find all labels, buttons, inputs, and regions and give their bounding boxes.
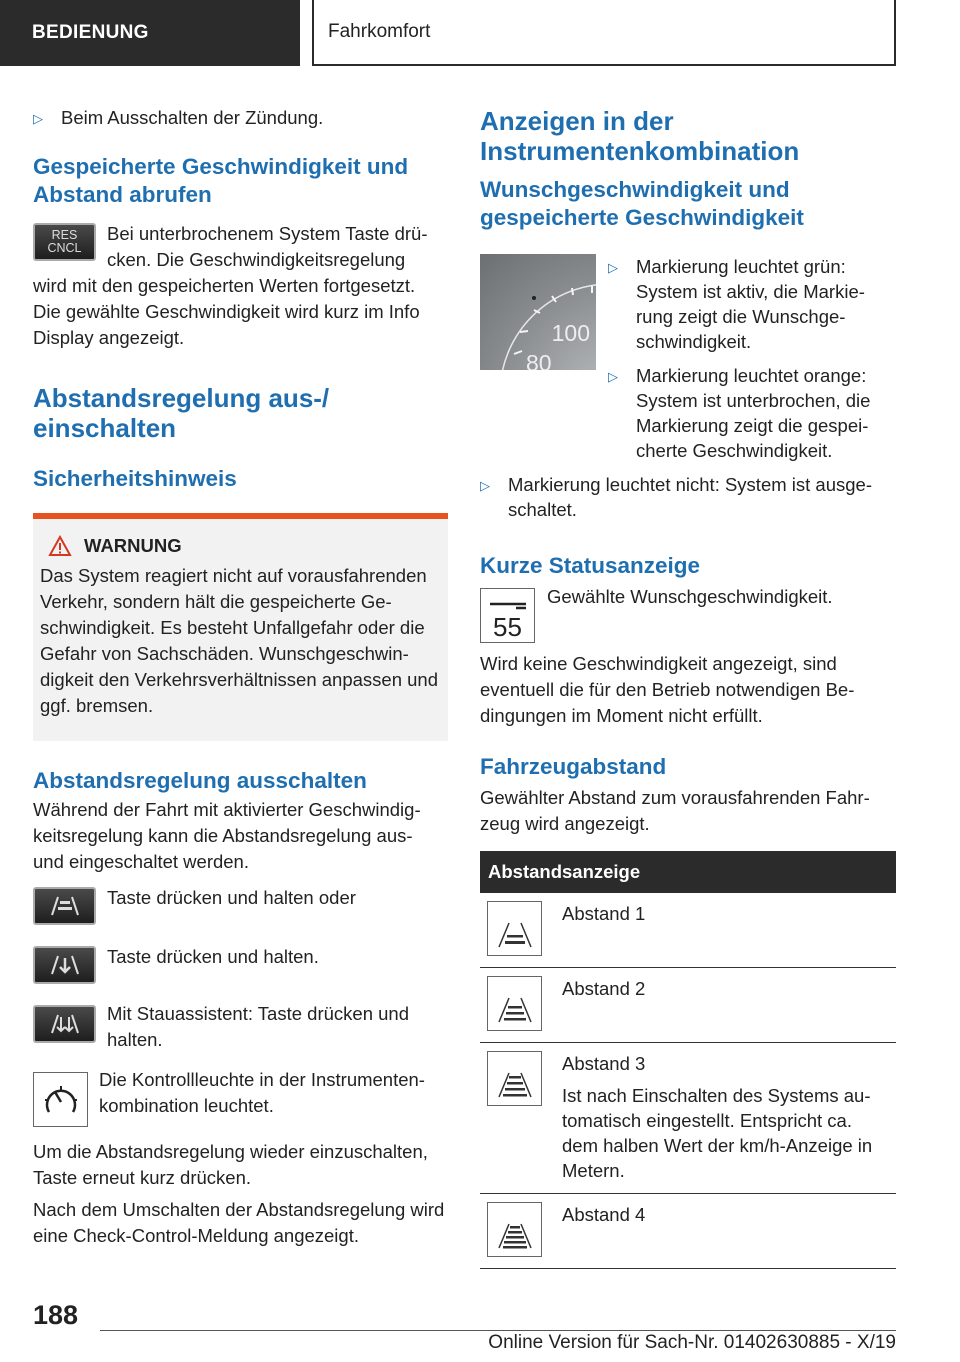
distance-1-icon <box>487 901 542 956</box>
key3-text: Mit Stauassistent: Taste drücken und halten. <box>107 1003 409 1050</box>
right-column <box>480 98 896 1269</box>
cruise-control-lamp-icon <box>33 1072 88 1127</box>
key1-row <box>33 887 448 925</box>
gauge-row <box>480 254 896 463</box>
status-note: Wird keine Geschwindigkeit angezeigt, sind eventuell die für den Betrieb notwendigen Be-dingungen im Moment nicht erfüllt. <box>480 653 855 726</box>
bullet-text: Beim Ausschalten der Zündung. <box>61 107 324 128</box>
warning-text: Das System reagiert nicht auf vorausfahrenden Verkehr, sondern hält die gespeicherte Ge-schwindigkeit. Es besteht Unfallgefahr oder die Gefahr von Sachschäden. Wunschgeschwin-digkeit den Verkehrsverhältnissen anpassen und ggf. bremsen. <box>40 565 439 716</box>
distance-table <box>480 851 896 1269</box>
heading-distance: Fahrzeugabstand <box>480 754 667 779</box>
bullet-triangle-icon: ▷ <box>608 260 618 275</box>
status-text: Gewählte Wunschgeschwindigkeit. <box>547 586 833 607</box>
left-column <box>33 98 448 1249</box>
warning-title <box>48 535 440 557</box>
distance-text: Gewählter Abstand zum vorausfahrenden Fahr-zeug wird angezeigt. <box>480 787 870 834</box>
speedometer-image <box>480 254 596 370</box>
distance-label: Abstand 1 <box>562 903 646 924</box>
status-row <box>480 584 896 643</box>
bullet-triangle-icon: ▷ <box>480 478 490 493</box>
distance-label: Abstand 4 <box>562 1204 646 1225</box>
distance-3-icon <box>487 1051 542 1106</box>
list-item <box>608 254 896 354</box>
table-row <box>480 968 896 1043</box>
key3-row <box>33 1001 448 1053</box>
table-row <box>480 1194 896 1269</box>
heading-off: Abstandsregelung ausschalten <box>33 768 367 793</box>
recall-row <box>33 221 448 273</box>
warning-title-text: WARNUNG <box>84 535 182 556</box>
key2-row <box>33 946 448 984</box>
header-section: BEDIENUNG <box>0 0 300 66</box>
footer-divider <box>100 1330 896 1331</box>
bullet-triangle-icon: ▷ <box>608 369 618 384</box>
footer-online-version: Online Version für Sach-Nr. 01402630885 - X/19 <box>488 1332 896 1353</box>
warning-triangle-icon <box>48 535 72 557</box>
list-item <box>608 363 896 463</box>
bullet-triangle-icon: ▷ <box>33 111 43 126</box>
off-text: Während der Fahrt mit aktivierter Geschwindig-keitsregelung kann die Abstandsregelung aus- und eingeschaltet werden. <box>33 799 421 872</box>
bullet-text: Markierung leuchtet grün: System ist aktiv, die Markie-rung zeigt die Wunschge-schwindigkeit. <box>636 256 865 352</box>
header-chapter: Fahrkomfort <box>312 0 896 66</box>
bullet-text: Markierung leuchtet orange: System ist unterbrochen, die Markierung zeigt die gespei-cherte Geschwindigkeit. <box>636 365 871 461</box>
heading-toggle: Abstandsregelung aus-/ einschalten <box>33 383 330 443</box>
gauge-label-80: 80 <box>526 350 552 370</box>
recall-text-1: Bei unterbrochenem System Taste drü- <box>107 223 428 244</box>
res-cncl-button-icon <box>33 223 96 261</box>
key1-text: Taste drücken und halten oder <box>107 887 356 908</box>
distance-label: Abstand 2 <box>562 978 646 999</box>
page-number: 188 <box>33 1300 79 1330</box>
recall-text-3: wird mit den gespeicherten Werten fortgesetzt. Die gewählte Geschwindigkeit wird kurz im Info Display angezeigt. <box>33 275 420 348</box>
heading-status: Kurze Statusanzeige <box>480 553 701 578</box>
lamp-row <box>33 1067 448 1127</box>
distance-4-icon <box>487 1202 542 1257</box>
cncl-label: CNCL <box>47 241 82 255</box>
cc-text: Nach dem Umschalten der Abstandsregelung wird eine Check-Control-Meldung angezeigt. <box>33 1199 445 1246</box>
heading-speed: Wunschgeschwindigkeit und gespeicherte Geschwindigkeit <box>480 177 804 230</box>
speed-status-icon <box>480 588 535 643</box>
distance-label: Abstand 3 <box>562 1053 646 1074</box>
heading-display: Anzeigen in der Instrumentenkombination <box>480 106 800 166</box>
distance-button-icon <box>33 946 96 984</box>
table-header: Abstandsanzeige <box>480 851 896 893</box>
key2-text: Taste drücken und halten. <box>107 946 319 967</box>
lamp-text: Die Kontrollleuchte in der Instrumenten-kombination leuchtet. <box>99 1069 425 1116</box>
list-item <box>480 472 896 522</box>
gauge-label-100: 100 <box>551 320 590 346</box>
heading-recall: Gespeicherte Geschwindigkeit und Abstand abrufen <box>33 154 409 207</box>
list-item <box>33 105 448 131</box>
bullet-text: Markierung leuchtet nicht: System ist ausge-schaltet. <box>508 474 872 520</box>
warning-box <box>33 513 448 741</box>
table-row <box>480 1043 896 1194</box>
heading-safety: Sicherheitshinweis <box>33 466 237 491</box>
status-value: 55 <box>493 612 522 642</box>
res-label: RES <box>51 228 78 242</box>
distance-button-icon <box>33 887 96 925</box>
reenable-text: Um die Abstandsregelung wieder einzuschalten, Taste erneut kurz drücken. <box>33 1141 428 1188</box>
table-row <box>480 893 896 968</box>
distance-note: Ist nach Einschalten des Systems au-tomatisch eingestellt. Entspricht ca. dem halben Wert der km/h-Anzeige in Metern. <box>562 1085 873 1181</box>
recall-text-2: cken. Die Geschwindigkeitsregelung <box>107 249 406 270</box>
distance-2-icon <box>487 976 542 1031</box>
traffic-jam-assist-button-icon <box>33 1005 96 1043</box>
